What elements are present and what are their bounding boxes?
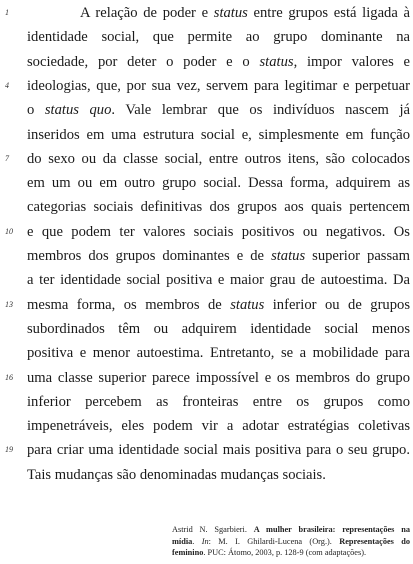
citation-editor: : M. I. Ghilardi-Lucena (Org.). (208, 536, 340, 546)
text-segment: mesma forma, os membros de (27, 296, 231, 313)
text-line (80, 1, 410, 25)
text-segment: impenetráveis, eles podem vir a adotar estratégias coletivas (27, 418, 410, 435)
text-line (27, 341, 410, 365)
citation-title-part-2: mídia (172, 536, 193, 546)
line-number: 7 (5, 153, 9, 163)
italic-term: status (259, 53, 294, 70)
citation-author: Astrid N. Sgarbieri. (172, 525, 254, 534)
text-segment: entre grupos está ligada à (247, 5, 410, 21)
line-number: 16 (5, 372, 13, 382)
text-line (27, 414, 410, 438)
text-segment: o (27, 102, 45, 119)
text-line (27, 390, 410, 414)
text-line (27, 147, 410, 171)
text-line (27, 268, 410, 292)
citation-book-title-part-2: feminino (172, 548, 204, 557)
line-number: 4 (5, 80, 9, 90)
citation-title-part-1: A mulher brasileira: representações na (253, 525, 410, 534)
text-segment: . Vale lembrar que os indivíduos nascem já (111, 102, 410, 119)
citation-book-title-part-1: Representações do (339, 536, 410, 546)
citation-separator: . (192, 536, 202, 546)
italic-term: status quo (44, 102, 112, 119)
text-line (27, 98, 410, 122)
line-number: 19 (5, 445, 13, 455)
line-number: 10 (5, 226, 13, 236)
italic-term: status (230, 296, 265, 313)
text-line (27, 366, 410, 390)
text-line (27, 50, 410, 74)
citation-line-2 (172, 536, 410, 548)
text-line (27, 74, 410, 98)
text-segment: superior passam (305, 248, 410, 264)
text-segment: subordinados têm ou adquirem identidade social menos (27, 320, 410, 337)
text-segment: e que podem ter valores sociais positivos ou negativos. Os (27, 223, 410, 240)
text-segment: para criar uma identidade social mais positiva para o seu grupo. (27, 442, 410, 459)
text-segment: inseridos em uma estrutura social e, simplesmente em função (27, 126, 410, 143)
text-segment: inferior percebem as fronteiras entre os grupos como (27, 393, 410, 410)
citation (172, 524, 410, 559)
text-line (27, 123, 410, 147)
text-segment: Tais mudanças são denominadas mudanças sociais. (27, 466, 326, 483)
text-segment: sociedade, por deter o poder e o (27, 53, 260, 70)
text-line (27, 171, 410, 195)
text-line (27, 244, 410, 268)
text-line (27, 25, 410, 49)
citation-in: In (201, 536, 209, 546)
text-segment: em um ou em outro grupo social. Dessa forma, adquirem as (27, 175, 410, 192)
text-line (27, 293, 410, 317)
text-line (27, 463, 410, 487)
text-segment: identidade social, que permite ao grupo dominante na (27, 29, 410, 46)
text-segment: positiva e menor autoestima. Entretanto, se a mobilidade para (27, 345, 410, 362)
text-line (27, 317, 410, 341)
italic-term: status (213, 5, 248, 21)
text-segment: , impor valores e (293, 53, 411, 70)
text-segment: uma classe superior parece impossível e os membros do grupo (27, 369, 410, 386)
text-segment: membros dos grupos dominantes e de (27, 248, 272, 264)
italic-term: status (271, 248, 306, 264)
text-segment: do sexo ou da classe social, entre outros itens, são colocados (27, 150, 410, 167)
citation-line-3 (172, 547, 410, 559)
text-segment: inferior ou de grupos (264, 296, 410, 313)
text-line (27, 220, 410, 244)
text-segment: ideologias, que, por sua vez, servem para legitimar e perpetuar (27, 77, 410, 94)
text-line (27, 195, 410, 219)
text-segment: categorias sociais definitivas dos grupos aos quais pertencem (27, 199, 410, 216)
citation-publication: . PUC: Átomo, 2003, p. 128-9 (com adaptações). (203, 548, 367, 557)
text-segment: a ter identidade social positiva e maior grau de autoestima. Da (27, 272, 410, 289)
line-number: 1 (5, 8, 9, 17)
text-line (27, 438, 410, 462)
citation-line-1 (172, 524, 410, 536)
text-segment: A relação de poder e (80, 5, 214, 21)
line-number: 13 (5, 299, 13, 309)
